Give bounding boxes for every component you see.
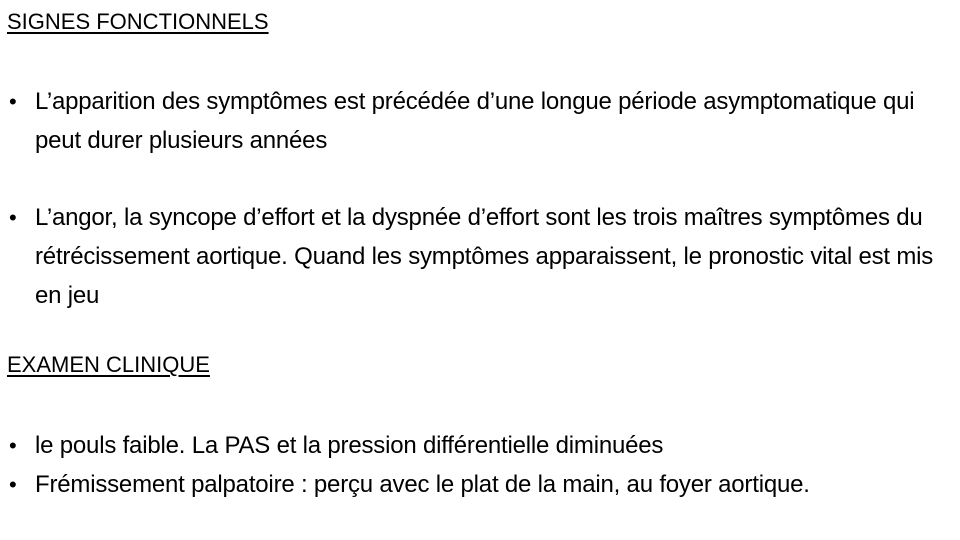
section-heading-examen-clinique: EXAMEN CLINIQUE bbox=[7, 352, 210, 377]
bullet-text: L’apparition des symptômes est précédée d’une longue période asymptomatique qui peut durer plusieurs années bbox=[35, 88, 915, 154]
bullet-icon: • bbox=[9, 433, 17, 458]
bullet-icon: • bbox=[9, 472, 17, 497]
bullet-text: Frémissement palpatoire : perçu avec le plat de la main, au foyer aortique. bbox=[35, 471, 810, 498]
bullet-icon: • bbox=[9, 89, 17, 114]
section-heading-signes-fonctionnels: SIGNES FONCTIONNELS bbox=[7, 9, 269, 34]
bullet-icon: • bbox=[9, 205, 17, 230]
list-item bbox=[9, 465, 954, 504]
list-item bbox=[9, 426, 954, 465]
bullet-text: le pouls faible. La PAS et la pression différentielle diminuées bbox=[35, 432, 664, 459]
list-item bbox=[9, 198, 954, 315]
list-item bbox=[9, 82, 954, 160]
bullet-text: L’angor, la syncope d’effort et la dyspnée d’effort sont les trois maîtres symptômes du rétrécissement aortique. Quand les symptômes apparaissent, le pronostic vital est mis en jeu bbox=[35, 204, 934, 309]
